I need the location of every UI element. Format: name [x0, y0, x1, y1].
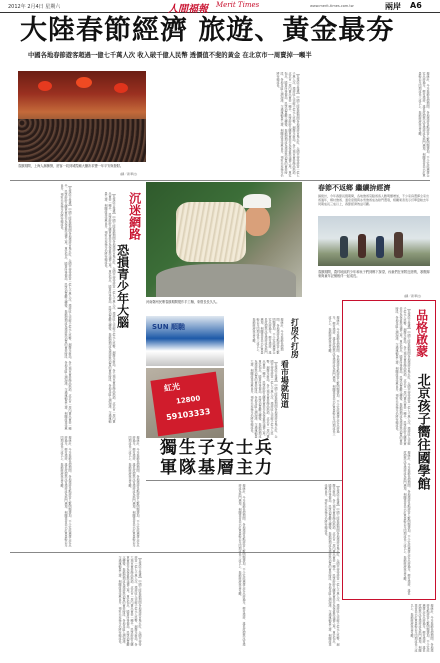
sub-headline: 中國各地春節遊客超過一億七千萬人次 收入破千億人民幣 透價值不斐的黃金 在北京市一周賣掉一噸半 [28, 52, 312, 59]
kids-credit: (翻／新華社) [404, 294, 422, 298]
red-sign-text-1: 紅光 [163, 380, 181, 394]
crowd-photo [18, 71, 146, 162]
masthead-page: A6 [410, 1, 422, 10]
army-headline-1: 獨生子女士兵 [160, 438, 274, 458]
left-body-text-2: 據統計，今年春節長假期間，各地旅遊景點遊客人數明顯增加，不少家庭選擇全家出遊過年，鄉村旅遊、溫泉度假與冰雪旅遊成為熱門選項，相關業者表示訂單量較去年同期成長三成以上，春節經濟效益可觀。 [60, 436, 72, 547]
kid-figure [340, 236, 348, 258]
masthead [0, 0, 440, 13]
noodle-maker-face [244, 206, 270, 236]
red-sign-text-3: 59103333 [165, 406, 211, 423]
ad-body-text-1: 【本報綜合報導】中國大陸春節期間各地旅遊市場火紅，全國共接待遊客一億七千萬人次，旅遊收入突破千億元人民幣，創歷年新高。各大城市黃金飾品熱銷，北京市一周內賣出黃金一噸半，民眾紛紛以購買黃金作為保值與送禮之用。專家指出，隨著所得提高，民眾消費觀念轉變，春節假期成為旅遊與消費的黃金時段，各地景區人潮洶湧，交通運輸量大增，相關產業受惠良多，預料未來幾年仍將持續成長。 [395, 307, 411, 445]
lantern-icon [38, 81, 52, 91]
lantern-icon [76, 77, 92, 88]
crowd-heads [18, 119, 146, 162]
net-headline-2: 恐損青少年大腦 [115, 244, 130, 328]
main-headline: 大陸春節經濟 旅遊、黃金最夯 [20, 15, 395, 46]
center-body-text: 據統計，今年春節長假期間，各地旅遊景點遊客人數明顯增加，不少家庭選擇全家出遊過年，鄉村旅遊、溫泉度假與冰雪旅遊成為熱門選項，相關業者表示訂單量較去年同期成長三成以上，春節經濟效益可觀。 [328, 316, 340, 436]
chef-hat [243, 194, 271, 208]
kids-photo [318, 216, 430, 266]
ad-frame [342, 300, 436, 600]
masthead-date: 2012年 2月4日 星期六 [8, 4, 61, 10]
spring-headline: 春節不返鄉 繼續拚經濟 [318, 184, 391, 192]
masthead-website: www.merit-times.com.tw [310, 4, 354, 8]
store-photo [146, 316, 224, 366]
top-divider [10, 180, 430, 181]
red-sign-photo [146, 368, 224, 438]
net-headline-1: 沉迷網路 [127, 192, 142, 240]
house-body-text: 【本報綜合報導】中國大陸春節期間各地旅遊市場火紅，全國共接待遊客一億七千萬人次，旅遊收入突破千億元人民幣，創歷年新高。各大城市黃金飾品熱銷，北京市一周內賣出黃金一噸半，民眾紛紛以購買黃金作為保值與送禮之用。專家指出，隨著所得提高，民眾消費觀念轉變，春節假期成為旅遊與消費的黃金時段，各地景區人潮洶湧，交通運輸量大增，相關產業受惠良多，預料未來幾年仍將持續成長。 [250, 360, 278, 438]
kids-caption: 春節期間，農村地區的少年和孩子們到鄉下探望，孩童們在家附近遊戲，寒假歸來與童年記憶相伴一起成長。 [318, 270, 430, 278]
net-body-text: 【本報綜合報導】中國大陸春節期間各地旅遊市場火紅，全國共接待遊客一億七千萬人次，旅遊收入突破千億元人民幣，創歷年新高。各大城市黃金飾品熱銷，北京市一周內賣出黃金一噸半，民眾紛紛以購買黃金作為保值與送禮之用。專家指出，隨著所得提高，民眾消費觀念轉變，春節假期成為旅遊與消費的黃金時段，各地景區人潮洶湧，交通運輸量大增，相關產業受惠良多，預料未來幾年仍將持續成長。 [104, 192, 116, 423]
top-body-text-2: 據統計，今年春節長假期間，各地旅遊景點遊客人數明顯增加，不少家庭選擇全家出遊過年，鄉村旅遊、溫泉度假與冰雪旅遊成為熱門選項，相關業者表示訂單量較去年同期成長三成以上，春節經濟效益可觀。 [418, 72, 430, 177]
masthead-section: 兩岸 [385, 2, 401, 11]
lantern-icon [114, 83, 128, 93]
kid-figure [358, 234, 366, 258]
noodle-photo [146, 182, 302, 297]
house-lead: 據統計，今年春節長假期間，各地旅遊景點遊客人數明顯增加，不少家庭選擇全家出遊過年，鄉村旅遊、溫泉度假與冰雪旅遊成為熱門選項，相關業者表示訂單量較去年同期成長三成以上，春節經濟效益可觀。 [252, 318, 284, 354]
bottom-text-3: 【本報綜合報導】中國大陸春節期間各地旅遊市場火紅，全國共接待遊客一億七千萬人次，旅遊收入突破千億元人民幣，創歷年新高。各大城市黃金飾品熱銷，北京市一周內賣出黃金一噸半，民眾紛紛以購買黃金作為保值與送禮之用。專家指出，隨著所得提高，民眾消費觀念轉變，春節假期成為旅遊與消費的黃金時段，各地景區人潮洶湧，交通運輸量大增，相關產業受惠良多，預料未來幾年仍將持續成長。 [324, 484, 340, 646]
ad-headline-1: 品格啟蒙 [414, 309, 429, 357]
crowd-credit: (翻／新華社) [120, 172, 138, 176]
mid-left-text: 據統計，今年春節長假期間，各地旅遊景點遊客人數明顯增加，不少家庭選擇全家出遊過年，鄉村旅遊、溫泉度假與冰雪旅遊成為熱門選項，相關業者表示訂單量較去年同期成長三成以上，春節經濟效益可觀。 [128, 436, 140, 547]
masthead-logo-en: Merit Times [216, 1, 260, 9]
army-headline-2: 軍隊基層主力 [160, 458, 274, 478]
noodle-caption: 河南鄭州民眾春節期間製作手工麵，象徵長長久久。 [146, 300, 220, 304]
army-divider [146, 480, 342, 481]
noodle-pot [156, 264, 296, 297]
ad-headline-2: 北京孩子嚮往國學館 [414, 373, 430, 490]
house-headline-2: 看市場就知道 [280, 360, 290, 408]
house-headline-1: 打房不打房 [290, 318, 300, 358]
noodle-strands [176, 202, 246, 262]
left-body-text-1: 【本報綜合報導】中國大陸春節期間各地旅遊市場火紅，全國共接待遊客一億七千萬人次，旅遊收入突破千億元人民幣，創歷年新高。各大城市黃金飾品熱銷，北京市一周內賣出黃金一噸半，民眾紛紛以購買黃金作為保值與送禮之用。專家指出，隨著所得提高，民眾消費觀念轉變，春節假期成為旅遊與消費的黃金時段，各地景區人潮洶湧，交通運輸量大增，相關產業受惠良多，預料未來幾年仍將持續成長。 [60, 184, 72, 430]
masthead-logo: 人間福報 [168, 4, 208, 15]
bottom-text-1: 【本報綜合報導】中國大陸春節期間各地旅遊市場火紅，全國共接待遊客一億七千萬人次，旅遊收入突破千億元人民幣，創歷年新高。各大城市黃金飾品熱銷，北京市一周內賣出黃金一噸半，民眾紛紛以購買黃金作為保值與送禮之用。專家指出，隨著所得提高，民眾消費觀念轉變，春節假期成為旅遊與消費的黃金時段，各地景區人潮洶湧，交通運輸量大增，相關產業受惠良多，預料未來幾年仍將持續成長。 [118, 556, 142, 646]
bottom-text-2: 據統計，今年春節長假期間，各地旅遊景點遊客人數明顯增加，不少家庭選擇全家出遊過年，鄉村旅遊、溫泉度假與冰雪旅遊成為熱門選項，相關業者表示訂單量較去年同期成長三成以上，春節經濟效益可觀。 [238, 484, 246, 646]
crowd-caption: 春節期間，上海人潮擁擠，遊客一同到城隍廟大廳祈求豐一年平安與發財。 [18, 164, 124, 168]
top-body-text-1: 【本報綜合報導】中國大陸春節期間各地旅遊市場火紅，全國共接待遊客一億七千萬人次，旅遊收入突破千億元人民幣，創歷年新高。各大城市黃金飾品熱銷，北京市一周內賣出黃金一噸半，民眾紛紛以購買黃金作為保值與送禮之用。專家指出，隨著所得提高，民眾消費觀念轉變，春節假期成為旅遊與消費的黃金時段，各地景區人潮洶湧，交通運輸量大增，相關產業受惠良多，預料未來幾年仍將持續成長。 [276, 72, 300, 177]
ad-body-text-2: 據統計，今年春節長假期間，各地旅遊景點遊客人數明顯增加，不少家庭選擇全家出遊過年，鄉村旅遊、溫泉度假與冰雪旅遊成為熱門選項，相關業者表示訂單量較去年同期成長三成以上，春節經濟效益可觀。 [403, 451, 411, 595]
kid-figure [394, 232, 403, 258]
store-sign: SUN 順馳 [152, 323, 186, 331]
red-sign-text-2: 12800 [175, 394, 201, 406]
kid-figure [376, 236, 384, 258]
bottom-text-4: 據統計，今年春節長假期間，各地旅遊景點遊客人數明顯增加，不少家庭選擇全家出遊過年，鄉村旅遊、溫泉度假與冰雪旅遊成為熱門選項，相關業者表示訂單量較去年同期成長三成以上，春節經濟效益可觀。 [410, 604, 434, 652]
spring-lead: 據統計，今年春節長假期間，各地旅遊景點遊客人數明顯增加，不少家庭選擇全家出遊過年，鄉村旅遊、溫泉度假與冰雪旅遊成為熱門選項，相關業者表示訂單量較去年同期成長三成以上，春節經濟效益可觀。 [318, 194, 430, 206]
